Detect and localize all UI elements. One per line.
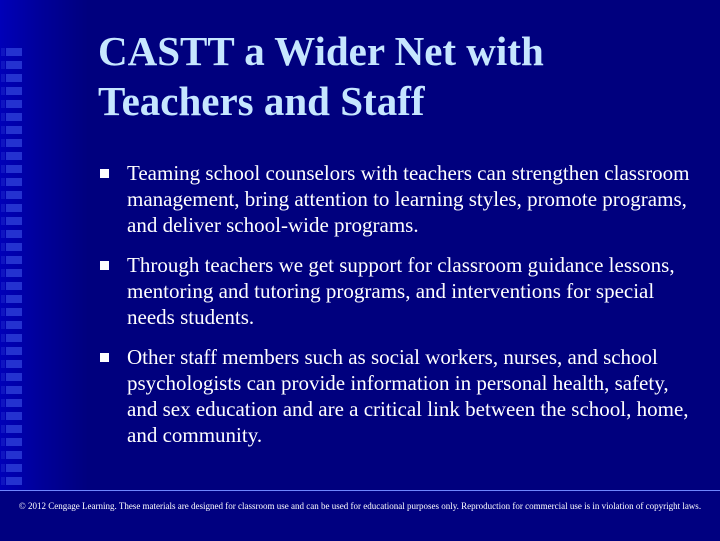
copyright-notice: © 2012 Cengage Learning. These materials are designed for classroom use and can be used for educational purposes only. Reproduction for commercial use is in violation of copyright laws. <box>18 501 702 511</box>
bullet-text: Teaming school counselors with teachers can strengthen classroom management, bring attention to learning styles, promote programs, and deliver school-wide programs. <box>127 161 690 237</box>
bullet-list <box>96 160 696 462</box>
slide-title <box>98 26 698 126</box>
square-bullet-icon <box>100 353 109 362</box>
square-bullet-icon <box>100 169 109 178</box>
decorative-squares <box>6 48 22 488</box>
left-decorative-strip <box>0 0 88 490</box>
bullet-item <box>96 344 696 448</box>
decorative-squares-thin <box>1 48 5 488</box>
bullet-item <box>96 160 696 238</box>
square-bullet-icon <box>100 261 109 270</box>
slide-title-line-1: CASTT a Wider Net with <box>98 28 544 74</box>
bullet-text: Through teachers we get support for classroom guidance lessons, mentoring and tutoring programs, and interventions for special needs students. <box>127 253 675 329</box>
bullet-text: Other staff members such as social workers, nurses, and school psychologists can provide information in personal health, safety, and sex education and are a critical link between the school, home, and community. <box>127 345 689 447</box>
footer <box>0 490 720 541</box>
slide-title-line-2: Teachers and Staff <box>98 78 425 124</box>
bullet-item <box>96 252 696 330</box>
